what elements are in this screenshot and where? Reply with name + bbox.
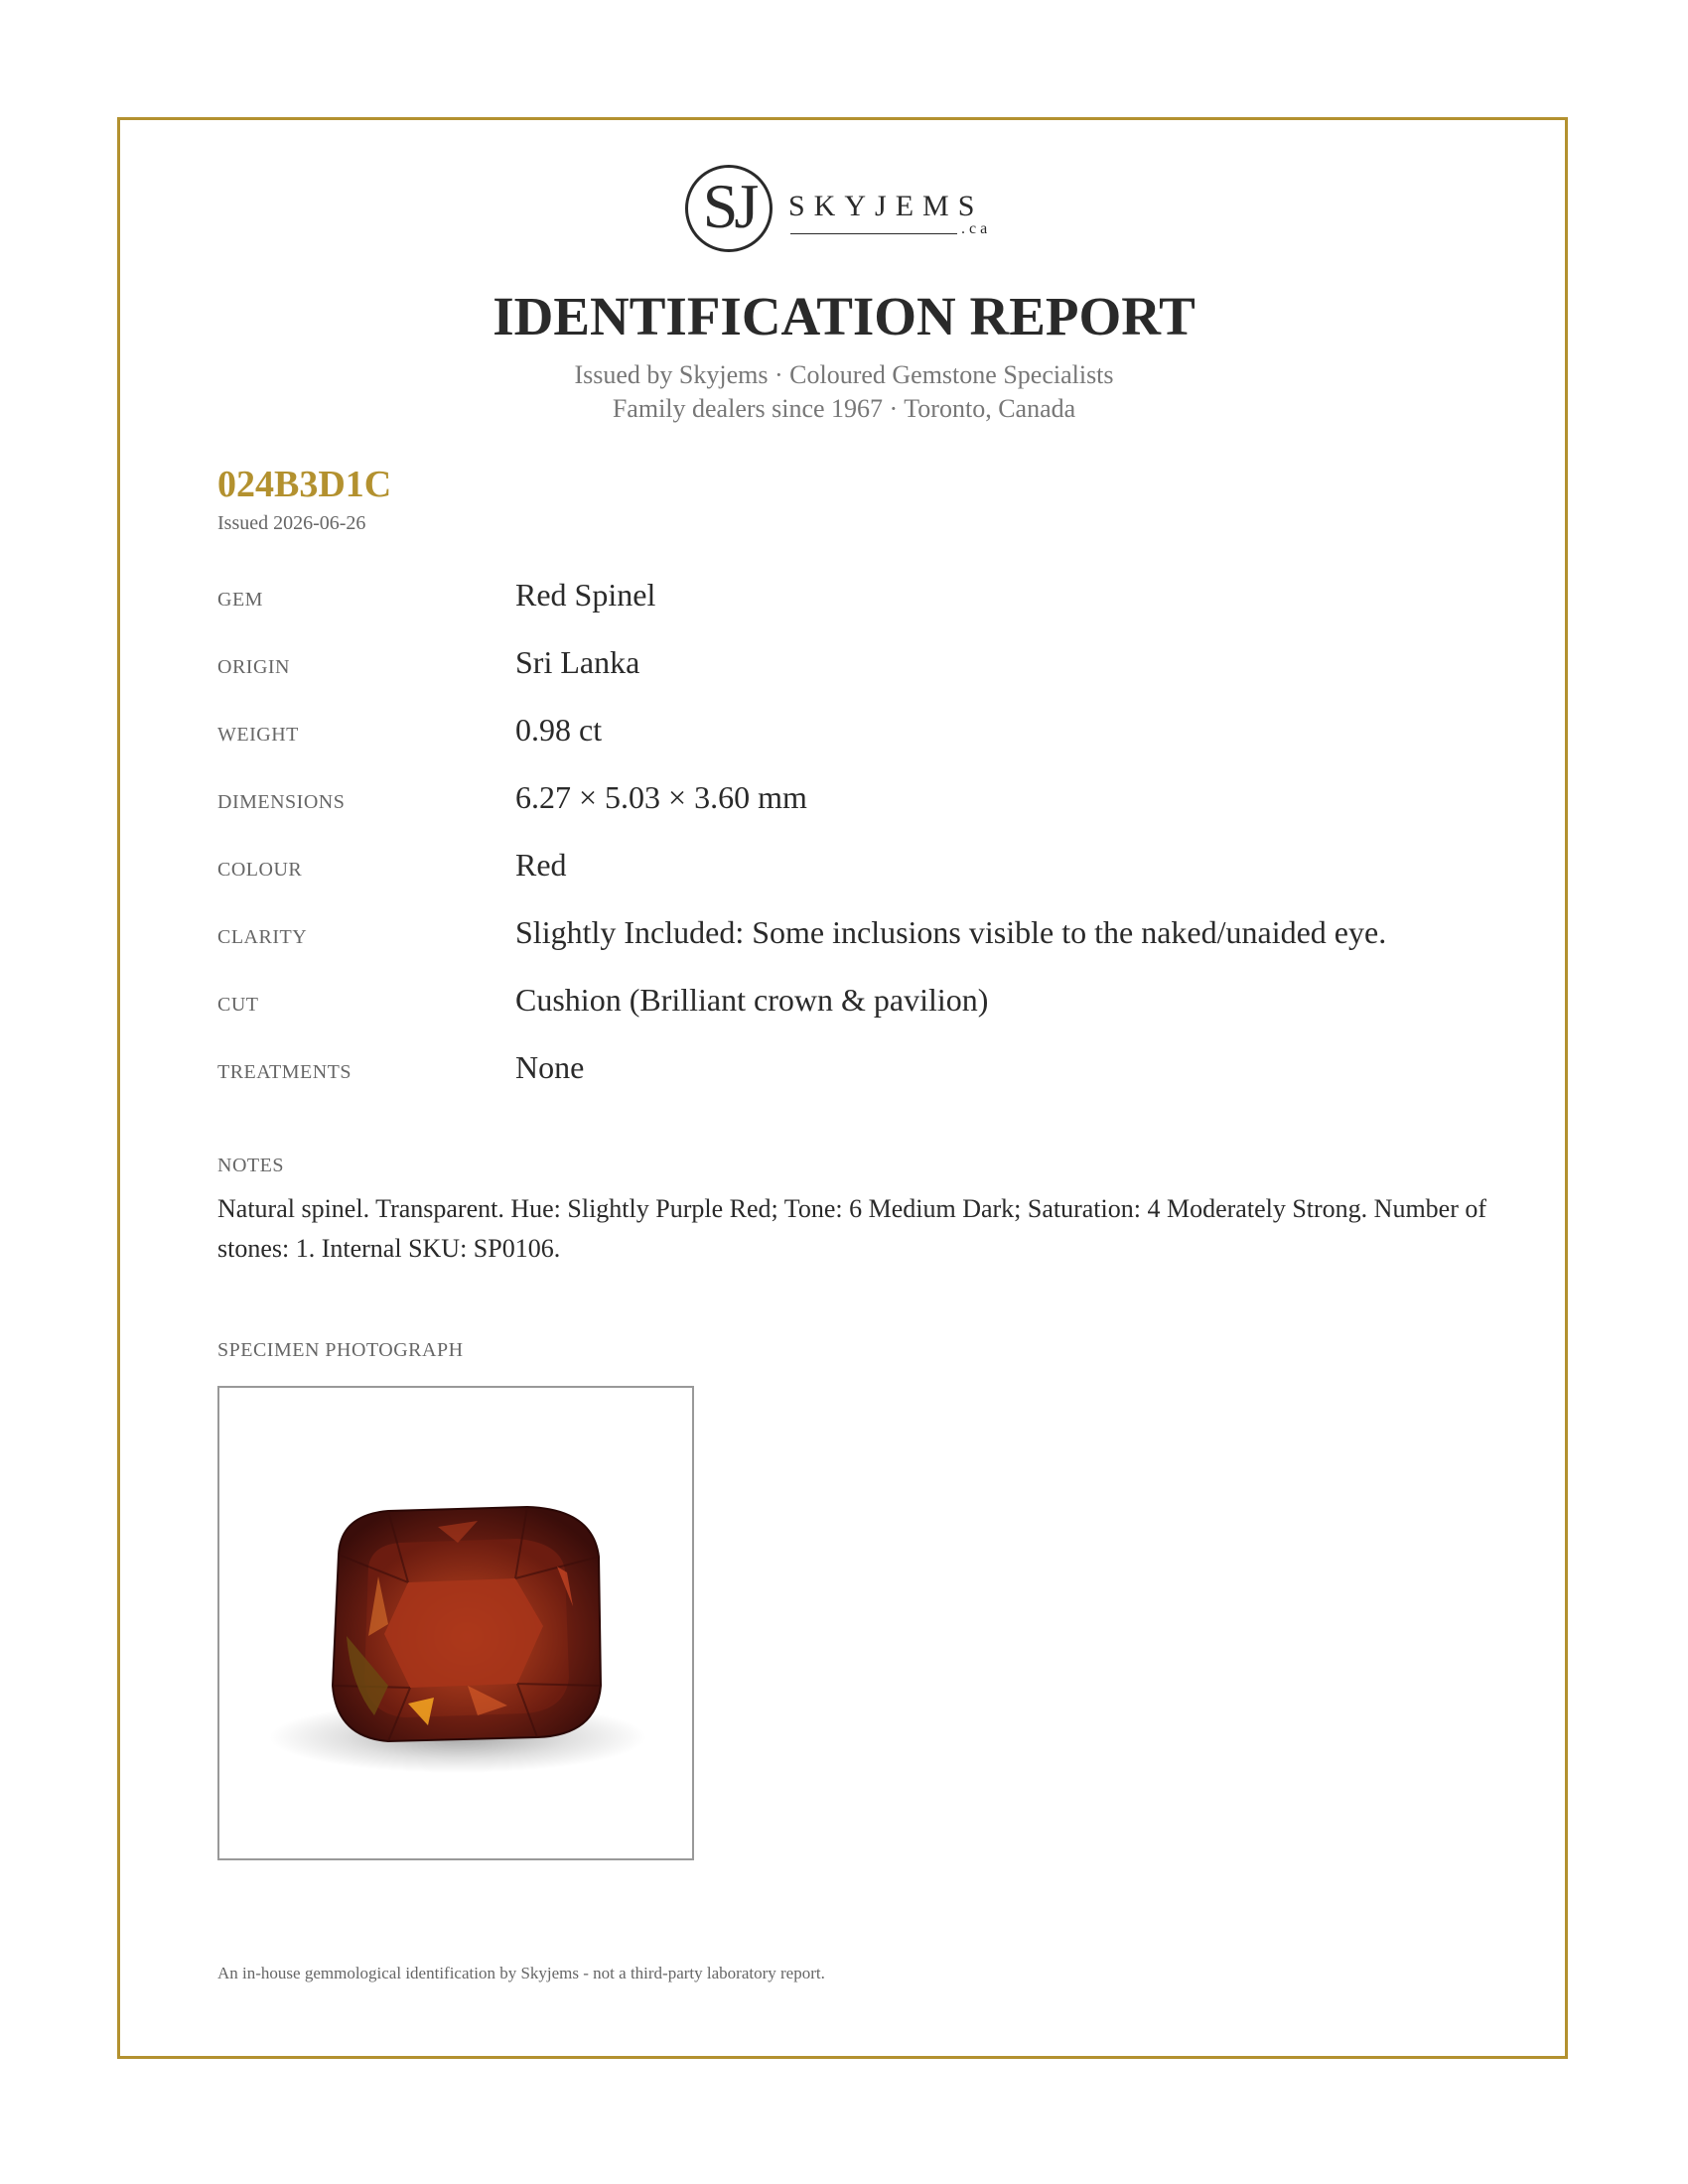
disclaimer: An in-house gemmological identification by Skyjems - not a third-party laboratory report. xyxy=(217,1964,825,1982)
field-label: CUT xyxy=(217,994,259,1016)
gem-details xyxy=(217,568,1488,1108)
photo-label: SPECIMEN PHOTOGRAPH xyxy=(217,1339,464,1361)
field-label: DIMENSIONS xyxy=(217,791,346,813)
field-value: 0.98 ct xyxy=(515,712,603,748)
logo-monogram: SJ xyxy=(702,171,756,241)
skyjems-logo xyxy=(685,165,1013,264)
field-label: COLOUR xyxy=(217,859,303,881)
issuer-line: Issued by Skyjems · Coloured Gemstone Specialists xyxy=(574,360,1114,389)
field-row-treatments xyxy=(217,1040,1488,1108)
gemstone-image xyxy=(219,1388,692,1858)
field-row-gem xyxy=(217,568,1488,635)
field-label: ORIGIN xyxy=(217,656,290,678)
field-row-dimensions xyxy=(217,770,1488,838)
field-label: TREATMENTS xyxy=(217,1061,352,1083)
field-value: Red xyxy=(515,847,567,883)
issue-date: Issued 2026-06-26 xyxy=(217,512,366,534)
field-label: WEIGHT xyxy=(217,724,299,746)
field-row-colour xyxy=(217,838,1488,905)
logo-wordmark: SKYJEMS xyxy=(788,190,984,222)
field-row-cut xyxy=(217,973,1488,1040)
notes-text: Natural spinel. Transparent. Hue: Slightly Purple Red; Tone: 6 Medium Dark; Saturation: 4 Moderately Strong. Number of stones: 1. Internal SKU: SP0106. xyxy=(217,1194,1487,1263)
logo-domain-suffix: .ca xyxy=(961,220,992,237)
notes-label: NOTES xyxy=(217,1155,284,1176)
specimen-photograph xyxy=(217,1386,694,1860)
field-row-weight xyxy=(217,703,1488,770)
field-row-origin xyxy=(217,635,1488,703)
field-value: None xyxy=(515,1049,585,1085)
field-value: 6.27 × 5.03 × 3.60 mm xyxy=(515,779,807,815)
field-value: Cushion (Brilliant crown & pavilion) xyxy=(515,982,989,1018)
field-value: Red Spinel xyxy=(515,577,656,613)
report-title: IDENTIFICATION REPORT xyxy=(492,286,1196,346)
field-row-clarity xyxy=(217,905,1488,973)
field-label: GEM xyxy=(217,589,263,611)
field-value: Slightly Included: Some inclusions visible to the naked/unaided eye. xyxy=(515,914,1387,950)
field-value: Sri Lanka xyxy=(515,644,640,680)
logo-rule xyxy=(790,233,957,234)
field-label: CLARITY xyxy=(217,926,308,948)
dealer-line: Family dealers since 1967 · Toronto, Canada xyxy=(612,394,1076,423)
report-id: 024B3D1C xyxy=(217,464,392,505)
